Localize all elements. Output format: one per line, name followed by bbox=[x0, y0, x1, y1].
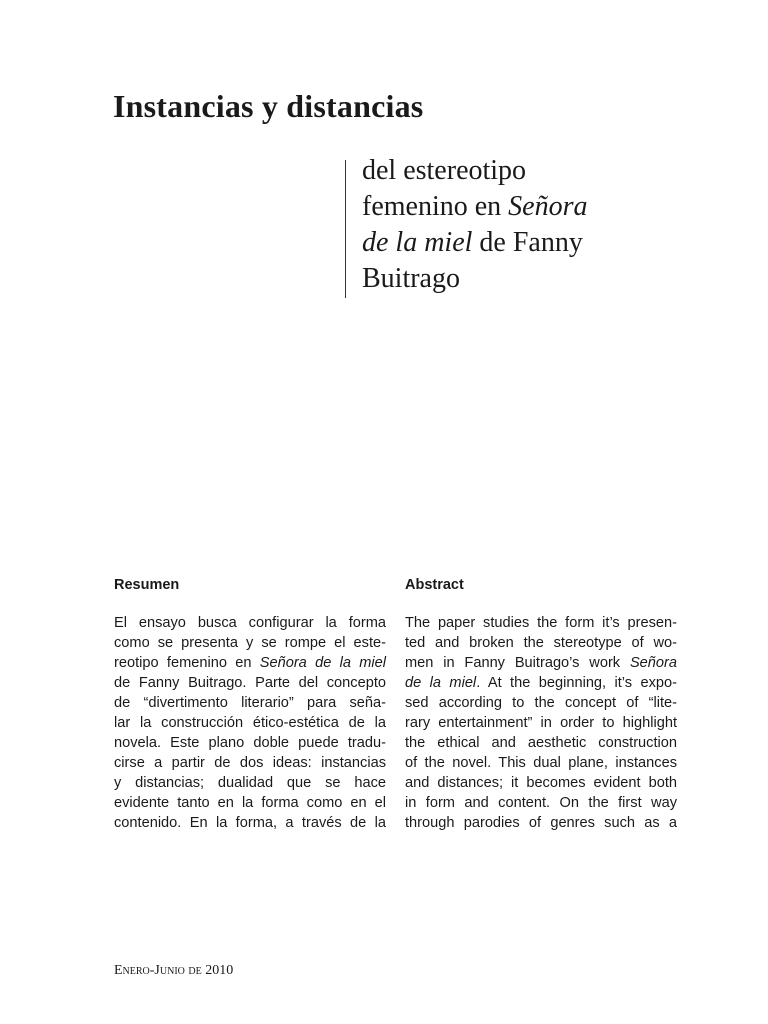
body-text-line: ted and broken the stereotype of wo- bbox=[405, 635, 677, 651]
body-text-line: reotipo femenino en Señora de la miel bbox=[114, 655, 386, 671]
body-text-line: y distancias; dualidad que se hace bbox=[114, 775, 386, 791]
body-text-line: evidente tanto en la forma como en el bbox=[114, 795, 386, 811]
body-text-line: cirse a partir de dos ideas: instancias bbox=[114, 755, 386, 771]
abstract-body bbox=[405, 613, 677, 833]
body-text-line: men in Fanny Buitrago’s work Señora bbox=[405, 655, 677, 671]
body-text-line: The paper studies the form it’s presen- bbox=[405, 615, 677, 631]
body-text-line: El ensayo busca configurar la forma bbox=[114, 615, 386, 631]
issue-date-footer: Enero-Junio de 2010 bbox=[114, 963, 234, 978]
subtitle-line: femenino en Señora bbox=[362, 191, 588, 222]
body-text-line: in form and content. On the first way bbox=[405, 795, 677, 811]
subtitle-vertical-rule bbox=[345, 160, 346, 298]
body-text-line: novela. Este plano doble puede tradu- bbox=[114, 735, 386, 751]
body-text-line: de “divertimento literario” para seña- bbox=[114, 695, 386, 711]
body-text-line: lar la construcción ético-estética de la bbox=[114, 715, 386, 731]
body-text-line: como se presenta y se rompe el este- bbox=[114, 635, 386, 651]
subtitle-line: del estereotipo bbox=[362, 155, 527, 186]
subtitle-line: de la miel de Fanny bbox=[362, 227, 583, 258]
abstract-column bbox=[405, 575, 677, 833]
resumen-body bbox=[114, 613, 386, 833]
resumen-column bbox=[114, 575, 386, 833]
body-text-line: de la miel. At the beginning, it’s expo- bbox=[405, 675, 678, 691]
body-text-line: of the novel. This dual plane, instances bbox=[405, 755, 677, 771]
subtitle-line: Buitrago bbox=[362, 263, 460, 294]
body-text-line: rary entertainment” in order to highlight bbox=[405, 715, 677, 731]
article-title: Instancias y distancias bbox=[113, 88, 424, 124]
resumen-heading: Resumen bbox=[114, 577, 180, 593]
body-text-line: through parodies of genres such as a bbox=[405, 815, 677, 831]
abstract-heading: Abstract bbox=[405, 577, 464, 593]
body-text-line: and distances; it becomes evident both bbox=[405, 775, 677, 791]
body-text-line: the ethical and aesthetic construction bbox=[405, 735, 677, 751]
body-text-line: sed according to the concept of “lite- bbox=[405, 695, 677, 711]
article-subtitle bbox=[362, 153, 662, 297]
body-text-line: de Fanny Buitrago. Parte del concepto bbox=[114, 675, 386, 691]
body-text-line: contenido. En la forma, a través de la bbox=[114, 815, 386, 831]
